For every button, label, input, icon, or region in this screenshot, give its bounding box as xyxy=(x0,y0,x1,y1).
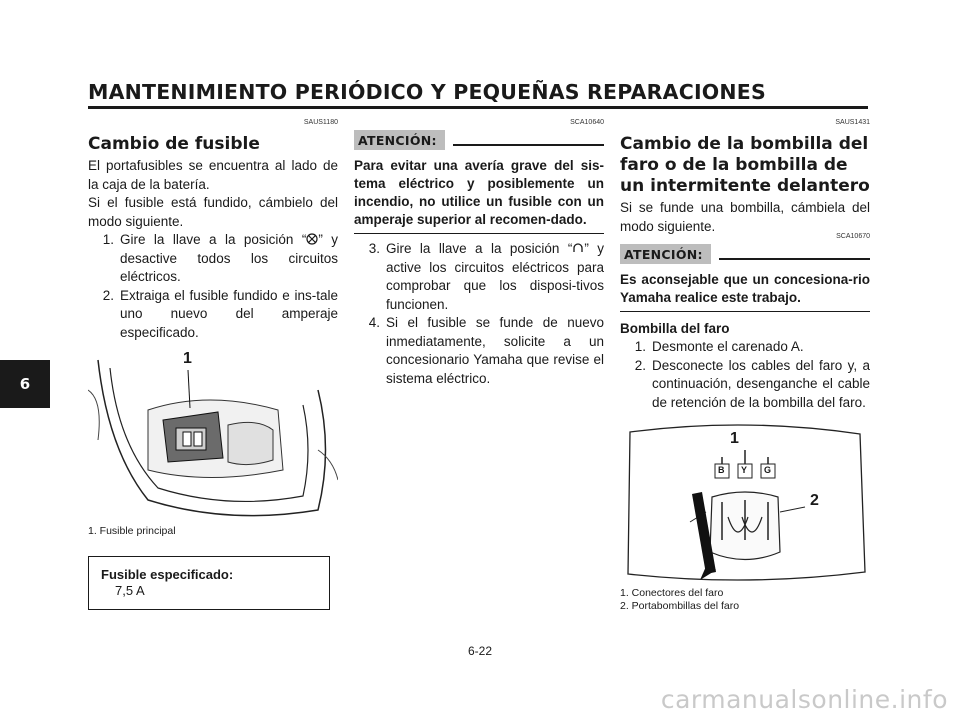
spec-value: 7,5 A xyxy=(115,583,145,598)
section-heading-headlight: Cambio de la bombilla del faro o de la bombilla de un intermitente delantero xyxy=(620,134,870,196)
figure-callout-label-2: 2 xyxy=(810,492,819,509)
spec-box xyxy=(88,556,330,610)
caution-text: Es aconsejable que un concesiona-rio Yamaha realice este trabajo. xyxy=(620,271,870,312)
fuse-figure xyxy=(88,350,338,525)
connector-letter: Y xyxy=(741,465,748,475)
column-fuse xyxy=(88,118,338,610)
section-code: SAUS1431 xyxy=(835,119,870,126)
section-heading-fuse: Cambio de fusible xyxy=(88,134,260,154)
step-text-end: ” y active los circuitos eléctricos para comprobar que los disposi-tivos funcionen. xyxy=(386,241,604,312)
step-text: Gire la llave a la posición “ xyxy=(120,232,307,247)
caution-rule xyxy=(453,144,604,146)
step-number: 3. xyxy=(368,241,380,256)
step-text: Desmonte el carenado A. xyxy=(652,339,804,354)
section-code-2: SCA10670 xyxy=(836,233,870,240)
step-number: 2. xyxy=(634,357,646,373)
subheading-headlight-bulb: Bombilla del faro xyxy=(620,321,730,336)
step-number: 1. xyxy=(102,232,114,247)
step-1 xyxy=(88,231,338,287)
step-text: Gire la llave a la posición “ xyxy=(386,241,573,256)
column-headlight xyxy=(620,118,870,613)
figure-caption: 1. Fusible principal xyxy=(88,525,176,537)
caution-header xyxy=(354,130,604,150)
step-2 xyxy=(88,287,338,343)
caution-badge: ATENCIÓN: xyxy=(620,244,711,264)
step-text: Si el fusible se funde de nuevo inmediatamente, solicite a un concesionario Yamaha que revise el sistema eléctrico. xyxy=(386,315,604,386)
figure-callout-label-1: 1 xyxy=(730,430,739,447)
header-rule xyxy=(88,106,868,109)
step-number: 1. xyxy=(634,339,646,354)
caution-badge: ATENCIÓN: xyxy=(354,130,445,150)
step-number: 2. xyxy=(102,287,114,303)
connector-letter: G xyxy=(764,465,772,475)
section-code: SCA10640 xyxy=(570,119,604,126)
caution-rule xyxy=(719,258,870,260)
page-number: 6-22 xyxy=(467,644,493,658)
step-2 xyxy=(620,357,870,413)
step-4 xyxy=(354,314,604,388)
step-text: Extraiga el fusible fundido e ins-tale uno nuevo del amperaje especificado. xyxy=(120,287,338,340)
paragraph-intro: Si se funde una bombilla, cámbiela del modo siguiente. xyxy=(620,200,870,234)
step-text: Desconecte los cables del faro y, a continuación, desenganche el cable de retención de la bombilla del faro. xyxy=(652,357,870,410)
headlight-figure xyxy=(620,422,870,587)
figure-caption-1: 1. Conectores del faro xyxy=(620,587,724,599)
watermark: carmanualsonline.info xyxy=(660,685,948,714)
paragraph-intro: El portafusibles se encuentra al lado de la caja de la batería. xyxy=(88,158,338,192)
step-number: 4. xyxy=(368,315,380,330)
page-header-title: MANTENIMIENTO PERIÓDICO Y PEQUEÑAS REPARACIONES xyxy=(88,80,766,104)
chapter-tab: 6 xyxy=(0,360,50,408)
connector-letter: B xyxy=(718,465,725,475)
step-3 xyxy=(354,240,604,314)
key-on-icon xyxy=(572,242,584,254)
step-text-end: ” y desactive todos los circuitos eléctricos. xyxy=(120,232,338,284)
step-1 xyxy=(620,338,870,357)
caution-header xyxy=(620,244,870,264)
figure-caption-2: 2. Portabombillas del faro xyxy=(620,600,740,612)
key-off-icon xyxy=(306,233,318,245)
caution-text: Para evitar una avería grave del sis-tema eléctrico y posiblemente un incendio, no utilice un fusible con un amperaje superior al recomen-dado. xyxy=(354,157,604,234)
figure-callout-label: 1 xyxy=(183,350,192,367)
paragraph-intro-2: Si el fusible está fundido, cámbielo del modo siguiente. xyxy=(88,195,338,229)
section-code: SAUS1180 xyxy=(303,119,338,126)
spec-title: Fusible especificado: xyxy=(101,567,234,582)
column-caution xyxy=(354,118,604,388)
